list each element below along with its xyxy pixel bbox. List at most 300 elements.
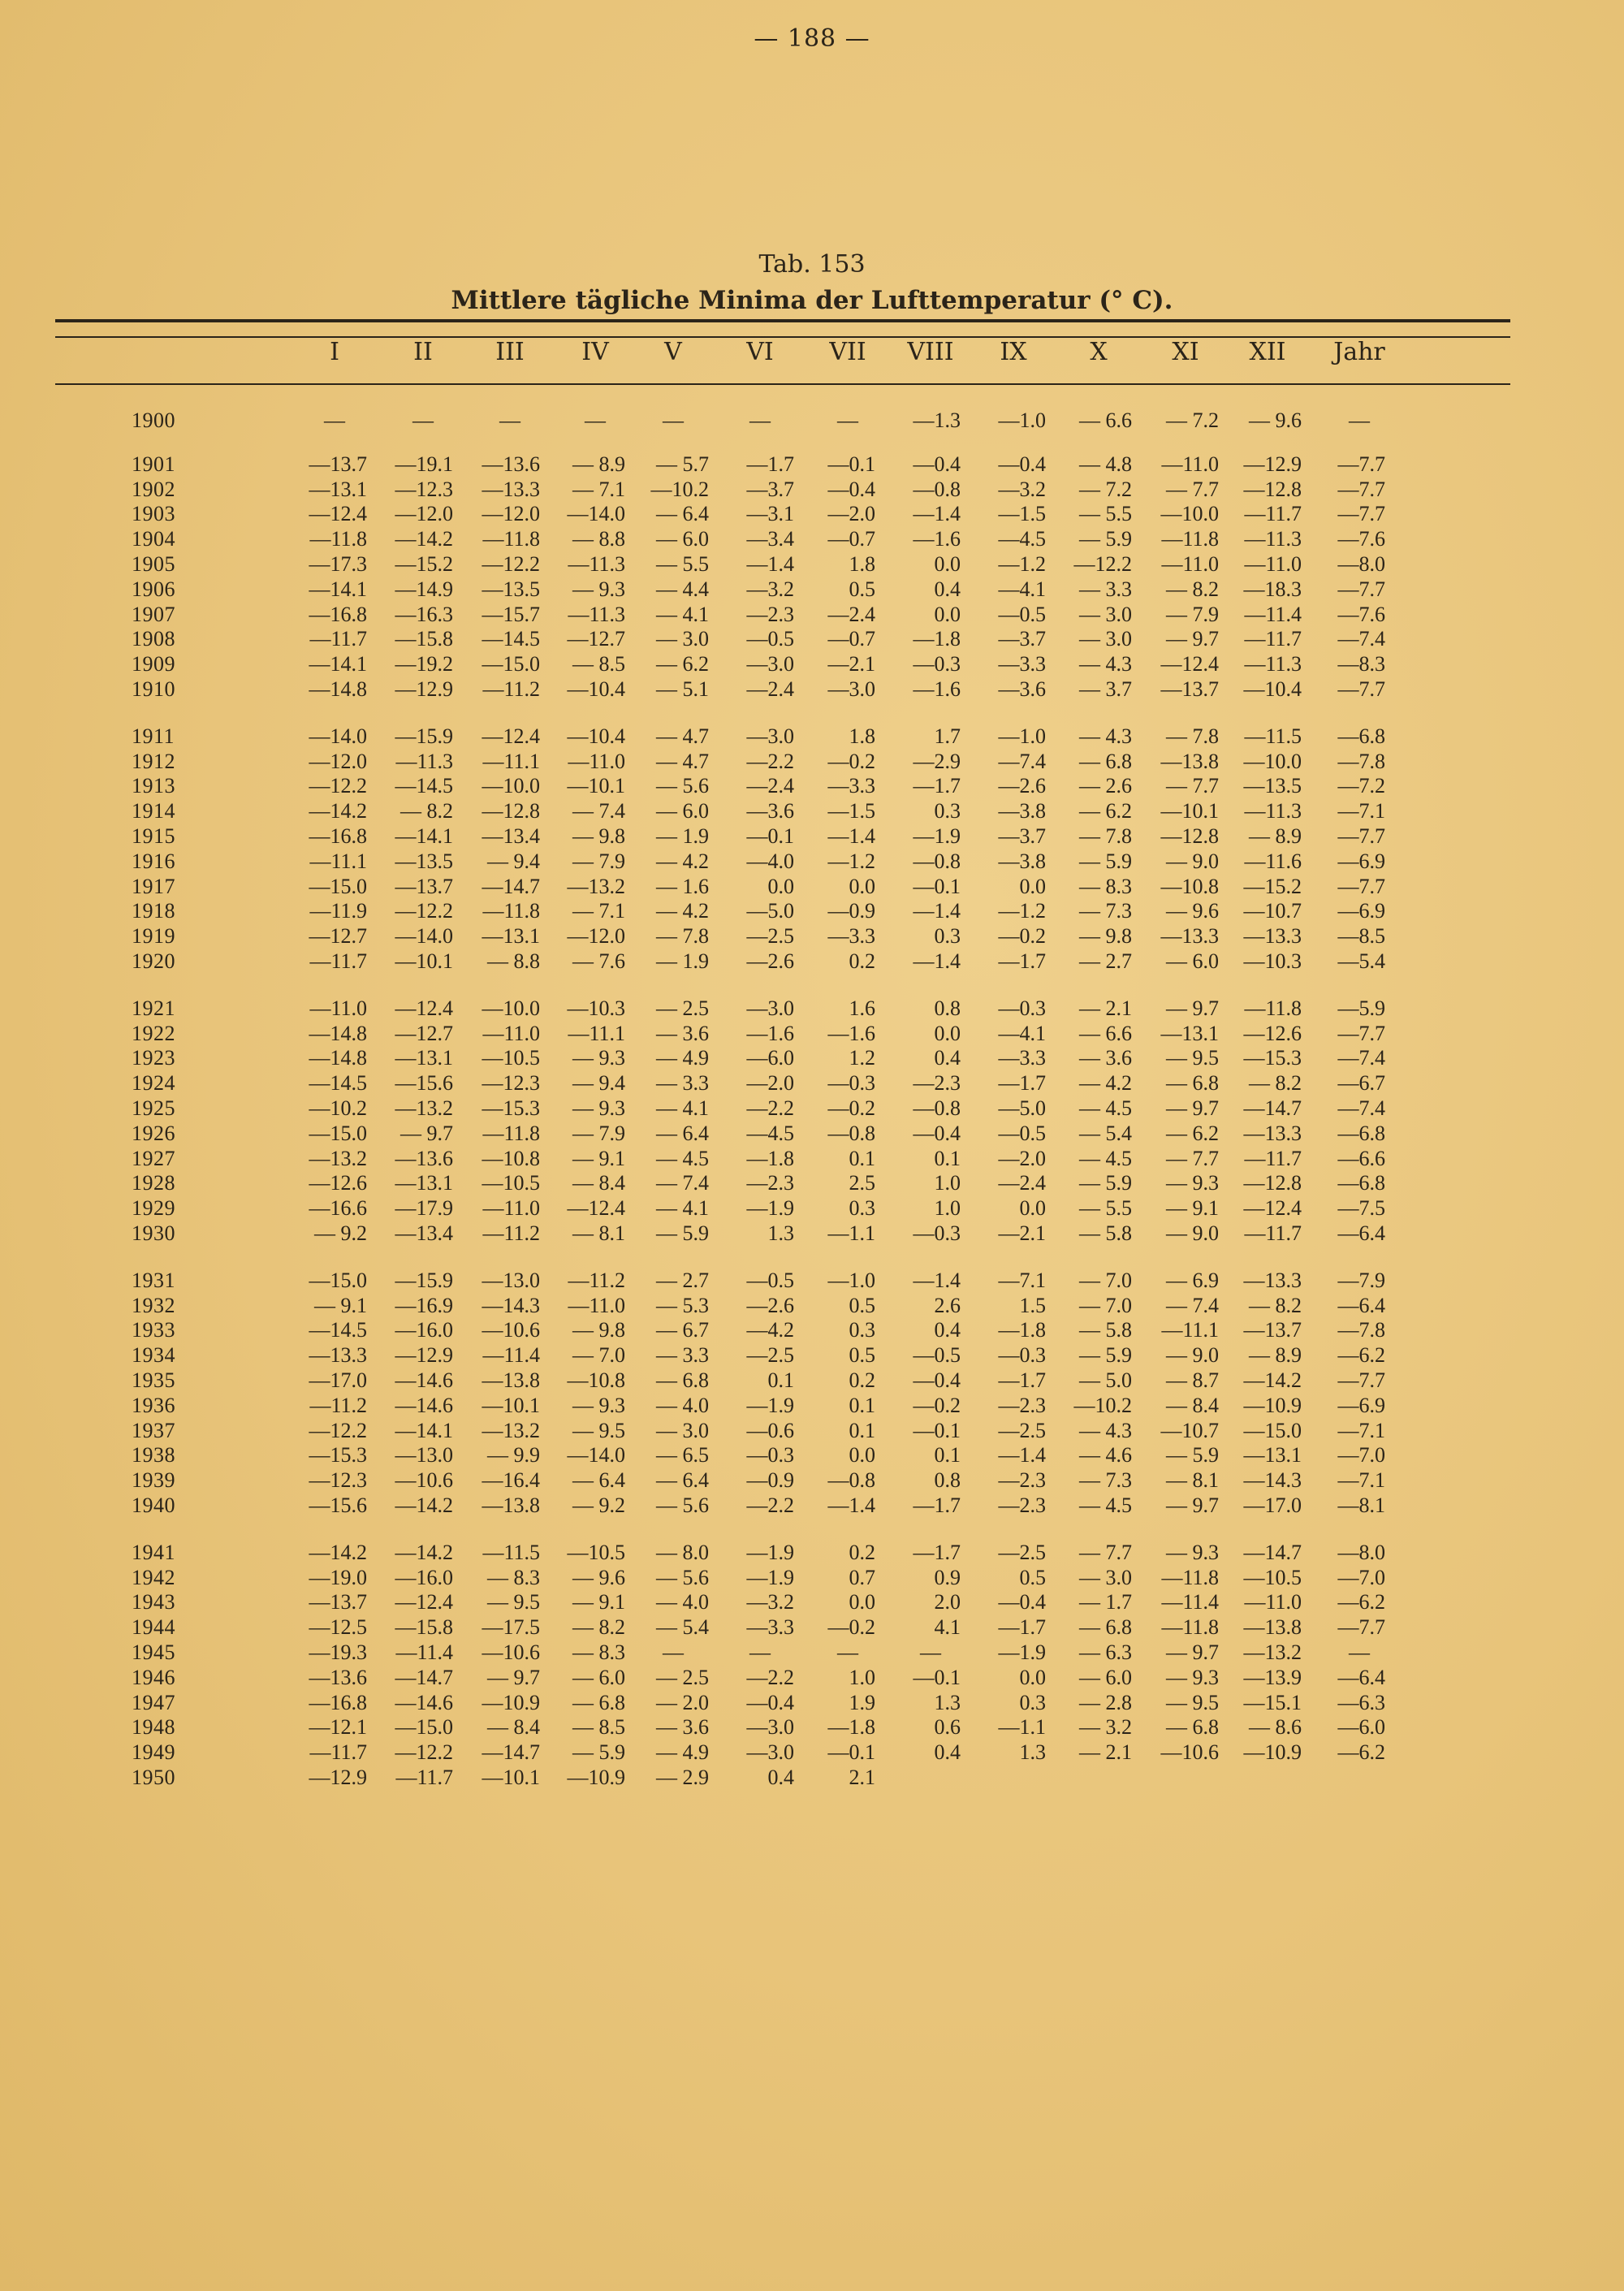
year-label: 1938 xyxy=(132,1443,175,1468)
column-header-v: V xyxy=(664,338,682,366)
cell-ix: —1.9 xyxy=(998,1640,1046,1664)
year-label: 1950 xyxy=(132,1766,175,1789)
cell-ix: —4.1 xyxy=(998,1021,1046,1045)
cell-v: — 4.4 xyxy=(656,577,709,601)
cell-ix: —3.7 xyxy=(998,627,1046,651)
cell-jahr: —7.7 xyxy=(1337,477,1385,501)
cell-vi: —0.4 xyxy=(746,1690,794,1714)
cell-xi: —11.0 xyxy=(1161,452,1219,476)
cell-ii: —13.4 xyxy=(395,1221,453,1245)
cell-iv: — 8.5 xyxy=(572,652,625,676)
cell-iv: —14.0 xyxy=(567,1443,625,1468)
cell-vi: —0.5 xyxy=(746,627,794,651)
cell-jahr: —7.5 xyxy=(1337,1196,1385,1221)
cell-ix: —7.1 xyxy=(998,1268,1046,1292)
cell-ii: —13.0 xyxy=(395,1443,453,1468)
cell-iii: — 9.9 xyxy=(487,1443,540,1468)
year-label: 1935 xyxy=(132,1368,175,1392)
cell-ii: —16.9 xyxy=(395,1293,453,1317)
cell-iii: —12.3 xyxy=(482,1071,540,1096)
cell-jahr: —8.5 xyxy=(1337,924,1385,949)
cell-viii: 0.0 xyxy=(934,1021,961,1045)
cell-iv: —11.2 xyxy=(568,1268,625,1292)
cell-iv: — 9.8 xyxy=(572,1318,625,1342)
cell-v: — 4.2 xyxy=(656,849,709,873)
cell-xi: —12.4 xyxy=(1160,652,1219,676)
cell-xii: —14.2 xyxy=(1243,1368,1302,1392)
cell-i: —11.7 xyxy=(309,949,367,973)
cell-xi: —13.8 xyxy=(1160,749,1219,773)
cell-ix xyxy=(948,1765,1046,1790)
cell-viii: —1.8 xyxy=(913,627,961,651)
cell-xii: —13.3 xyxy=(1243,1121,1302,1145)
cell-xi: —10.0 xyxy=(1160,502,1219,526)
cell-xi: —13.7 xyxy=(1160,677,1219,701)
cell-vii: —0.2 xyxy=(827,1096,875,1120)
cell-i: —14.8 xyxy=(309,677,367,701)
cell-viii: 0.1 xyxy=(934,1146,961,1170)
cell-ii: —15.8 xyxy=(395,1615,453,1640)
cell-vi: 0.1 xyxy=(767,1368,794,1392)
cell-xii: —18.3 xyxy=(1243,577,1302,601)
cell-ix: —2.3 xyxy=(998,1468,1046,1493)
cell-xi: — 7.7 xyxy=(1166,477,1219,501)
cell-xii: —13.9 xyxy=(1243,1665,1302,1689)
cell-ix: —1.5 xyxy=(998,502,1046,526)
cell-vii: —1.5 xyxy=(827,799,875,823)
cell-iii: —11.8 xyxy=(482,527,540,551)
cell-ix: —4.5 xyxy=(998,527,1046,551)
cell-jahr: —6.9 xyxy=(1337,1393,1385,1417)
cell-ix: —1.7 xyxy=(998,949,1046,973)
cell-vii: 0.0 xyxy=(849,1443,875,1468)
cell-i: —15.0 xyxy=(309,1121,367,1145)
cell-i: —11.2 xyxy=(309,1393,367,1417)
cell-i: —16.6 xyxy=(309,1196,367,1221)
cell-xi: — 8.7 xyxy=(1166,1368,1219,1392)
cell-x: — 5.8 xyxy=(1079,1318,1132,1342)
cell-x: — 5.4 xyxy=(1079,1121,1132,1145)
column-header-iv: IV xyxy=(581,338,609,366)
cell-vi: — xyxy=(749,408,771,432)
cell-iv: —12.7 xyxy=(567,627,625,651)
cell-vi: —2.6 xyxy=(746,1293,794,1317)
cell-vii: 1.8 xyxy=(849,552,875,576)
cell-ii: —12.4 xyxy=(395,996,453,1020)
cell-v: — xyxy=(663,408,684,432)
cell-xii: —13.3 xyxy=(1243,1268,1302,1292)
cell-ix: —2.5 xyxy=(998,1418,1046,1442)
cell-ii: — 8.2 xyxy=(400,799,453,823)
cell-vi: —4.2 xyxy=(746,1318,794,1342)
column-header-viii: VIII xyxy=(907,338,954,366)
cell-vii: 1.8 xyxy=(849,724,875,748)
cell-x: — 4.5 xyxy=(1079,1146,1132,1170)
cell-v: — 6.0 xyxy=(656,799,709,823)
cell-vii: —0.8 xyxy=(827,1121,875,1145)
cell-x: — 7.0 xyxy=(1079,1268,1132,1292)
cell-x: — 7.7 xyxy=(1079,1540,1132,1564)
cell-xii: —15.1 xyxy=(1243,1690,1302,1714)
cell-iv: — 9.5 xyxy=(572,1418,625,1442)
cell-jahr: — xyxy=(1349,1640,1370,1664)
cell-vii: —0.8 xyxy=(827,1468,875,1493)
cell-x: — 5.9 xyxy=(1079,849,1132,873)
year-label: 1943 xyxy=(132,1590,175,1615)
cell-jahr: —8.0 xyxy=(1337,552,1385,576)
cell-x: — 5.8 xyxy=(1079,1221,1132,1245)
cell-iv: — 9.3 xyxy=(572,1046,625,1070)
cell-xi: — 9.7 xyxy=(1166,1493,1219,1517)
cell-v: — 4.1 xyxy=(656,1096,709,1120)
cell-iv: — 6.0 xyxy=(572,1665,625,1689)
cell-x: — 4.5 xyxy=(1079,1493,1132,1517)
cell-viii: —1.3 xyxy=(913,408,961,432)
cell-vi: —4.5 xyxy=(746,1121,794,1145)
cell-v: — 6.4 xyxy=(656,1468,709,1493)
cell-jahr: —7.4 xyxy=(1337,1096,1385,1120)
cell-v: — 3.6 xyxy=(656,1021,709,1045)
cell-vi: 1.3 xyxy=(767,1221,794,1245)
cell-i: —16.8 xyxy=(309,602,367,626)
cell-iv: —10.9 xyxy=(567,1766,625,1789)
cell-xi: —13.3 xyxy=(1160,924,1219,949)
cell-vi: —3.0 xyxy=(746,1740,794,1765)
cell-iii: —13.6 xyxy=(482,452,540,476)
cell-iv: — 9.4 xyxy=(572,1071,625,1096)
cell-viii: 0.0 xyxy=(934,552,961,576)
cell-jahr: —6.6 xyxy=(1337,1146,1385,1170)
cell-viii: —0.5 xyxy=(913,1343,961,1368)
cell-xi: — 9.1 xyxy=(1166,1196,1219,1221)
cell-i: —14.0 xyxy=(309,724,367,748)
cell-xi: — 7.7 xyxy=(1166,1146,1219,1170)
cell-i: —13.6 xyxy=(309,1665,367,1689)
year-label: 1934 xyxy=(132,1343,175,1368)
cell-ix: —7.4 xyxy=(998,749,1046,773)
cell-jahr: —6.8 xyxy=(1337,724,1385,748)
cell-iv: — xyxy=(585,408,606,432)
cell-iii: —14.7 xyxy=(482,874,540,898)
cell-iv: —11.3 xyxy=(568,602,625,626)
cell-ix: —3.8 xyxy=(998,849,1046,873)
cell-ii: —15.0 xyxy=(395,1715,453,1740)
cell-jahr: —7.7 xyxy=(1337,677,1385,701)
cell-x: — 7.8 xyxy=(1079,824,1132,848)
cell-iii: —13.1 xyxy=(482,924,540,949)
year-label: 1932 xyxy=(132,1293,175,1317)
cell-x: — 3.7 xyxy=(1079,677,1132,701)
cell-iii: —13.4 xyxy=(482,824,540,848)
cell-iii: —11.2 xyxy=(482,1221,540,1245)
year-label: 1912 xyxy=(132,749,175,773)
cell-x: — 3.0 xyxy=(1079,1565,1132,1589)
cell-viii: 0.8 xyxy=(934,1468,961,1493)
cell-iii: —10.0 xyxy=(482,996,540,1020)
cell-ii: —14.9 xyxy=(395,577,453,601)
cell-viii: —1.4 xyxy=(913,949,961,973)
cell-i: —13.1 xyxy=(309,477,367,501)
cell-ix: —2.1 xyxy=(998,1221,1046,1245)
cell-iii: —10.1 xyxy=(482,1766,540,1789)
cell-iv: — 5.9 xyxy=(572,1740,625,1765)
cell-ix: —5.0 xyxy=(998,1096,1046,1120)
cell-v: — 3.0 xyxy=(656,627,709,651)
cell-xii: —11.4 xyxy=(1244,602,1302,626)
cell-ix: 1.3 xyxy=(1019,1740,1046,1765)
cell-ix: —2.3 xyxy=(998,1493,1046,1517)
cell-iv: — 7.9 xyxy=(572,849,625,873)
cell-xii: —13.8 xyxy=(1243,1615,1302,1640)
column-header-ix: IX xyxy=(1000,338,1027,366)
cell-iv: — 6.4 xyxy=(572,1468,625,1493)
cell-vi: —0.9 xyxy=(746,1468,794,1493)
cell-vii: 0.2 xyxy=(849,1540,875,1564)
cell-v: — 5.7 xyxy=(656,452,709,476)
cell-viii: 0.9 xyxy=(934,1565,961,1589)
cell-xii: —11.7 xyxy=(1244,1146,1302,1170)
cell-viii: 0.4 xyxy=(934,1318,961,1342)
cell-ii: —12.2 xyxy=(395,1740,453,1765)
cell-v: — 2.7 xyxy=(656,1268,709,1292)
cell-xi: — 7.2 xyxy=(1166,408,1219,432)
cell-viii: —0.3 xyxy=(913,652,961,676)
cell-iii: —12.8 xyxy=(482,799,540,823)
cell-xi: — 9.0 xyxy=(1166,1343,1219,1368)
cell-xii: —10.5 xyxy=(1243,1565,1302,1589)
cell-i: —13.7 xyxy=(309,452,367,476)
cell-xi: — 6.9 xyxy=(1166,1268,1219,1292)
cell-iv: — 9.6 xyxy=(572,1565,625,1589)
cell-xi: — 9.0 xyxy=(1166,1221,1219,1245)
cell-i: —14.2 xyxy=(309,1540,367,1564)
cell-xi: — 9.6 xyxy=(1166,899,1219,923)
cell-iv: — 8.3 xyxy=(572,1640,625,1664)
cell-i: —14.8 xyxy=(309,1021,367,1045)
cell-iii: —10.8 xyxy=(482,1146,540,1170)
cell-xi: —11.8 xyxy=(1161,527,1219,551)
cell-xii: —10.7 xyxy=(1243,899,1302,923)
cell-x: — 3.3 xyxy=(1079,577,1132,601)
cell-x: — 9.8 xyxy=(1079,924,1132,949)
cell-x: — 2.6 xyxy=(1079,774,1132,798)
cell-xi: — 9.3 xyxy=(1166,1665,1219,1689)
cell-vii: —1.6 xyxy=(827,1021,875,1045)
cell-vii: 0.2 xyxy=(849,1368,875,1392)
cell-v: — 5.6 xyxy=(656,1493,709,1517)
cell-x: — 1.7 xyxy=(1079,1590,1132,1615)
cell-v: — 6.2 xyxy=(656,652,709,676)
cell-ix: —1.8 xyxy=(998,1318,1046,1342)
cell-x: — 5.0 xyxy=(1079,1368,1132,1392)
year-label: 1933 xyxy=(132,1318,175,1342)
cell-xii: —17.0 xyxy=(1243,1493,1302,1517)
table-rule-header xyxy=(55,383,1510,385)
cell-jahr: —6.2 xyxy=(1337,1740,1385,1765)
cell-vi: —6.0 xyxy=(746,1046,794,1070)
cell-xii: —10.9 xyxy=(1243,1393,1302,1417)
cell-viii: 0.3 xyxy=(934,799,961,823)
cell-vi: —3.7 xyxy=(746,477,794,501)
cell-vii: — xyxy=(837,1640,858,1664)
cell-vii: 2.5 xyxy=(849,1171,875,1195)
year-label: 1900 xyxy=(132,408,175,432)
cell-xi: — 7.7 xyxy=(1166,774,1219,798)
cell-xii: — 8.6 xyxy=(1249,1715,1302,1740)
cell-i: —12.4 xyxy=(309,502,367,526)
cell-xii: —11.3 xyxy=(1244,652,1302,676)
cell-viii: 1.3 xyxy=(934,1690,961,1714)
year-label: 1944 xyxy=(132,1615,175,1640)
cell-v: — 1.9 xyxy=(656,824,709,848)
cell-i: —19.3 xyxy=(309,1640,367,1664)
cell-xi: — 6.2 xyxy=(1166,1121,1219,1145)
cell-v: — 6.7 xyxy=(656,1318,709,1342)
cell-v: — 4.0 xyxy=(656,1590,709,1615)
cell-jahr: —7.7 xyxy=(1337,874,1385,898)
cell-viii: 1.7 xyxy=(934,724,961,748)
cell-xi: — 6.8 xyxy=(1166,1715,1219,1740)
cell-v: — 5.6 xyxy=(656,774,709,798)
cell-viii: 0.4 xyxy=(934,1740,961,1765)
cell-viii: —1.4 xyxy=(913,502,961,526)
cell-ii: —15.6 xyxy=(395,1071,453,1096)
cell-x: — 7.3 xyxy=(1079,1468,1132,1493)
cell-x: — 4.6 xyxy=(1079,1443,1132,1468)
cell-v: — 3.0 xyxy=(656,1418,709,1442)
cell-vi: —3.1 xyxy=(746,502,794,526)
cell-iii: —12.2 xyxy=(482,552,540,576)
cell-vii: 1.2 xyxy=(849,1046,875,1070)
cell-ix: —3.7 xyxy=(998,824,1046,848)
cell-iv: — 8.9 xyxy=(572,452,625,476)
cell-xi: —11.4 xyxy=(1161,1590,1219,1615)
cell-xii: —11.0 xyxy=(1244,1590,1302,1615)
cell-vi: — xyxy=(749,1640,771,1664)
cell-iv: —10.4 xyxy=(567,724,625,748)
year-label: 1936 xyxy=(132,1393,175,1417)
cell-x: —10.2 xyxy=(1073,1393,1132,1417)
cell-iii: — 8.4 xyxy=(487,1715,540,1740)
cell-viii: 1.0 xyxy=(934,1171,961,1195)
cell-jahr: —8.0 xyxy=(1337,1540,1385,1564)
cell-vi: —3.6 xyxy=(746,799,794,823)
cell-x: — 6.8 xyxy=(1079,1615,1132,1640)
cell-vi: —1.9 xyxy=(746,1196,794,1221)
cell-xii: —11.5 xyxy=(1244,724,1302,748)
cell-x: — 8.3 xyxy=(1079,874,1132,898)
cell-i: —17.3 xyxy=(309,552,367,576)
cell-xii: —12.8 xyxy=(1243,1171,1302,1195)
cell-xii: — 8.9 xyxy=(1249,824,1302,848)
cell-ii: —13.5 xyxy=(395,849,453,873)
cell-xii: —10.3 xyxy=(1243,949,1302,973)
cell-iii: —15.7 xyxy=(482,602,540,626)
cell-v: — 2.0 xyxy=(656,1690,709,1714)
cell-xi: — 9.3 xyxy=(1166,1540,1219,1564)
cell-ii: —14.2 xyxy=(395,527,453,551)
cell-v: — 6.8 xyxy=(656,1368,709,1392)
cell-x xyxy=(1034,1765,1132,1790)
cell-iii: —11.1 xyxy=(482,749,540,773)
cell-ix: —3.2 xyxy=(998,477,1046,501)
cell-iii: — 9.7 xyxy=(487,1665,540,1689)
cell-ii: —13.6 xyxy=(395,1146,453,1170)
cell-i: —13.2 xyxy=(309,1146,367,1170)
cell-viii: 0.6 xyxy=(934,1715,961,1740)
cell-ii: — 9.7 xyxy=(400,1121,453,1145)
cell-vi: —2.2 xyxy=(746,1665,794,1689)
cell-xi: — 6.8 xyxy=(1166,1071,1219,1096)
cell-ii: —15.9 xyxy=(395,724,453,748)
cell-viii: —1.7 xyxy=(913,1493,961,1517)
column-header-x: X xyxy=(1090,338,1108,366)
cell-ii: —10.1 xyxy=(395,949,453,973)
cell-vii: 0.1 xyxy=(849,1418,875,1442)
cell-iv: — 7.1 xyxy=(572,477,625,501)
cell-iii: — 8.3 xyxy=(487,1565,540,1589)
cell-i: —11.7 xyxy=(309,627,367,651)
cell-jahr: —6.8 xyxy=(1337,1171,1385,1195)
cell-viii: 2.6 xyxy=(934,1293,961,1317)
year-label: 1941 xyxy=(132,1540,175,1564)
cell-v: — 3.3 xyxy=(656,1071,709,1096)
cell-jahr: —6.9 xyxy=(1337,849,1385,873)
cell-ii: —12.9 xyxy=(395,677,453,701)
cell-ii: —11.4 xyxy=(395,1640,453,1664)
cell-viii: 0.3 xyxy=(934,924,961,949)
cell-ix: —2.6 xyxy=(998,774,1046,798)
cell-iii: —10.6 xyxy=(482,1640,540,1664)
cell-ix: —1.7 xyxy=(998,1071,1046,1096)
cell-ix: —2.4 xyxy=(998,1171,1046,1195)
cell-viii: —2.9 xyxy=(913,749,961,773)
cell-ii: —12.2 xyxy=(395,899,453,923)
cell-jahr: —6.2 xyxy=(1337,1590,1385,1615)
cell-xii: —13.1 xyxy=(1243,1443,1302,1468)
cell-vi: —2.3 xyxy=(746,1171,794,1195)
cell-viii: —0.1 xyxy=(913,874,961,898)
cell-v: — 4.7 xyxy=(656,724,709,748)
cell-vii: 1.0 xyxy=(849,1665,875,1689)
cell-vi: —2.2 xyxy=(746,1493,794,1517)
cell-ix: —2.0 xyxy=(998,1146,1046,1170)
cell-jahr: —7.1 xyxy=(1337,799,1385,823)
cell-ix: 0.0 xyxy=(1019,874,1046,898)
cell-x: — 4.3 xyxy=(1079,652,1132,676)
cell-iv: — 9.3 xyxy=(572,577,625,601)
cell-xii: —10.0 xyxy=(1243,749,1302,773)
cell-v: — 2.5 xyxy=(656,996,709,1020)
cell-xi: —11.0 xyxy=(1161,552,1219,576)
cell-iv: —10.1 xyxy=(567,774,625,798)
cell-vii: —2.1 xyxy=(827,652,875,676)
cell-v: — 6.0 xyxy=(656,527,709,551)
cell-vii: —2.4 xyxy=(827,602,875,626)
column-header-vii: VII xyxy=(829,338,866,366)
cell-iv: — 9.2 xyxy=(572,1493,625,1517)
cell-x: — 3.6 xyxy=(1079,1046,1132,1070)
cell-iv: — 7.9 xyxy=(572,1121,625,1145)
cell-iii: —11.0 xyxy=(482,1196,540,1221)
cell-iv: —10.3 xyxy=(567,996,625,1020)
year-label: 1924 xyxy=(132,1071,175,1096)
cell-xii: —11.3 xyxy=(1244,527,1302,551)
cell-vi: —0.1 xyxy=(746,824,794,848)
cell-iv: —13.2 xyxy=(567,874,625,898)
cell-jahr: —7.7 xyxy=(1337,1021,1385,1045)
year-label: 1939 xyxy=(132,1468,175,1493)
